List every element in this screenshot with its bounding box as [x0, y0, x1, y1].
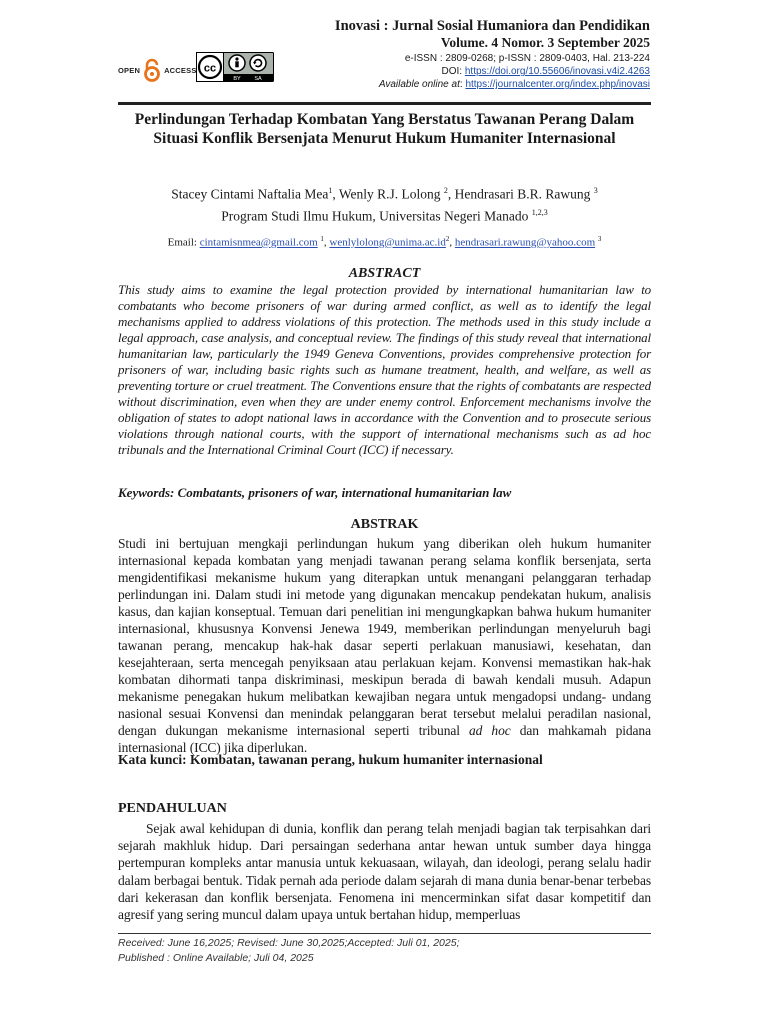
doi-label: DOI: [441, 66, 465, 77]
online-separator: : [459, 79, 466, 90]
journal-issn: e-ISSN : 2809-0268; p-ISSN : 2809-0403, Hal. 213-224 [404, 53, 650, 64]
header-divider [118, 102, 651, 105]
email-sup: 3 [597, 235, 602, 243]
journal-website-link[interactable]: https://journalcenter.org/index.php/inovasi [465, 79, 650, 90]
footer-published: Published : Online Available; Juli 04, 2025 [118, 952, 314, 964]
journal-online [379, 79, 650, 90]
svg-text:SA: SA [254, 76, 262, 82]
svg-text:cc: cc [203, 62, 217, 75]
keywords-en: Keywords: Combatants, prisoners of war, international humanitarian law [118, 485, 512, 500]
abstrak-italic-term: ad hoc [469, 723, 511, 738]
author-separator: , [332, 186, 339, 202]
journal-title: Inovasi : Jurnal Sosial Humaniora dan Pendidikan [334, 18, 650, 34]
author-list [118, 182, 651, 204]
abstrak-text: Studi ini bertujuan mengkaji perlindungan hukum yang diberikan oleh hukum humaniter internasional kepada kombatan yang menjadi tawanan perang selama konflik bersenjata, serta mengidentifikasi mekanisme hukum yang diterapkan untuk menangani pelanggaran terhadap perlindungan ini. Dalam studi ini metode yang digunakan mencakup pendekatan hukum, analisis kasus, dan kajian konseptual. Temuan dari penelitian ini mengungkapkan bahwa hukum humaniter internasional, khususnya Konvensi Jenewa 1949, memberikan perlindungan menyeluruh bagi tawanan perang, mencakup hak-hak dasar seperti perlakuan manusiawi, kesehatan, dan kesejahteraan, serta mencegah penyiksaan atau perlakuan kejam. Konvensi memastikan hak-hak kombatan dihormati tanpa diskriminasi, meskipun berada di bawah kendali musuh. Adapun mekanisme penegakan hukum melibatkan kewajiban negara untuk mengadopsi undang- undang nasional sesuai Konvensi dan menindak pelanggaran berat tersebut melalui peradilan nasional, dengan dukungan mekanisme internasional seperti tribunal [118, 536, 651, 738]
abstrak-heading: ABSTRAK [350, 517, 419, 532]
journal-doi [442, 66, 650, 77]
email-separator: , [323, 236, 330, 249]
open-access-label-left: OPEN [118, 65, 141, 75]
email-line [118, 235, 651, 249]
author-sup: 1 [328, 186, 333, 195]
abstrak-text-end: dan mahkamah pidana internasional (ICC) jika diperlukan. [118, 723, 651, 755]
journal-volume: Volume. 4 Nomor. 3 September 2025 [440, 35, 650, 50]
open-access-logo [118, 58, 197, 82]
email-link[interactable]: wenlylolong@unima.ac.id [329, 236, 446, 249]
author-name: Stacey Cintami Naftalia Mea [171, 186, 329, 202]
affiliation-sup: 1,2,3 [531, 207, 548, 217]
keywords-id: Kata kunci: Kombatan, tawanan perang, hukum humaniter internasional [118, 752, 543, 767]
abstract-body: This study aims to examine the legal protection provided by international humanitarian law to combatants who become prisoners of war during armed conflict, as well as to identify the legal mechanisms applied to address violations of this protection. The methods used in this study include a legal approach, case analysis, and conceptual review. The findings of this study reveal that international humanitarian law, particularly the 1949 Geneva Conventions, provides comprehensive protection for prisoners of war, including basic rights such as humane treatment, health, and welfare, as well as preventing torture or cruel treatment. The Conventions ensure that the rights of combatants are respected without discrimination, even when they are under enemy control. Enforcement mechanisms involve the obligation of states to adopt national laws in accordance with the Convention and to prosecute serious violations through national courts, with the support of international mechanisms such as ad hoc tribunals and the International Criminal Court (ICC) if necessary. [118, 282, 651, 457]
footer-divider [118, 933, 651, 934]
introduction-body: Sejak awal kehidupan di dunia, konflik dan perang telah menjadi bagian tak terpisahkan dari sejarah makhluk hidup. Dari persaingan sederhana antar hewan untuk sumber daya hingga pertempuran kompleks antar manusia untuk kekuasaan, wilayah, dan ideologi, perang selalu hadir dalam berbagai bentuk. Tidak pernah ada periode dalam sejarah di mana dunia benar-benar terbebas dari kekerasan dan konflik bersenjata. Fenomena ini mencerminkan sifat dasar kompetitif dan agresif yang sering muncul dalam upaya untuk bertahan hidup, memperluas [118, 821, 651, 923]
section-heading-introduction: PENDAHULUAN [118, 801, 227, 816]
open-access-label-right: ACCESS [164, 65, 197, 75]
abstrak-body [118, 535, 651, 756]
abstract-heading: ABSTRACT [348, 266, 421, 281]
affiliation [118, 204, 651, 226]
author-name: Hendrasari B.R. Rawung [454, 186, 594, 202]
affiliation-text: Program Studi Ilmu Hukum, Universitas Negeri Manado [221, 208, 532, 223]
doi-link[interactable]: https://doi.org/10.55606/inovasi.v4i2.4263 [464, 66, 650, 77]
email-link[interactable]: cintamisnmea@gmail.com [199, 236, 318, 249]
article-title: Perlindungan Terhadap Kombatan Yang Berstatus Tawanan Perang Dalam Situasi Konflik Bersenjata Menurut Hukum Humaniter Internasional [134, 111, 635, 147]
svg-text:BY: BY [233, 76, 241, 82]
email-sup: 2 [445, 235, 450, 243]
open-access-lock-icon [141, 58, 163, 82]
author-sup: 3 [593, 186, 598, 195]
email-sup: 1 [320, 235, 324, 243]
author-block [118, 182, 651, 225]
author-separator: , [447, 186, 455, 202]
author-name: Wenly R.J. Lolong [338, 186, 444, 202]
footer-dates: Received: June 16,2025; Revised: June 30,2025;Accepted: Juli 01, 2025; [118, 937, 460, 949]
email-label: Email: [167, 236, 200, 249]
cc-by-sa-license-badge[interactable] [196, 52, 274, 82]
email-separator: , [449, 236, 455, 249]
author-sup: 2 [443, 186, 448, 195]
online-label: Available online at [378, 79, 460, 90]
email-link[interactable]: hendrasari.rawung@yahoo.com [454, 236, 596, 249]
